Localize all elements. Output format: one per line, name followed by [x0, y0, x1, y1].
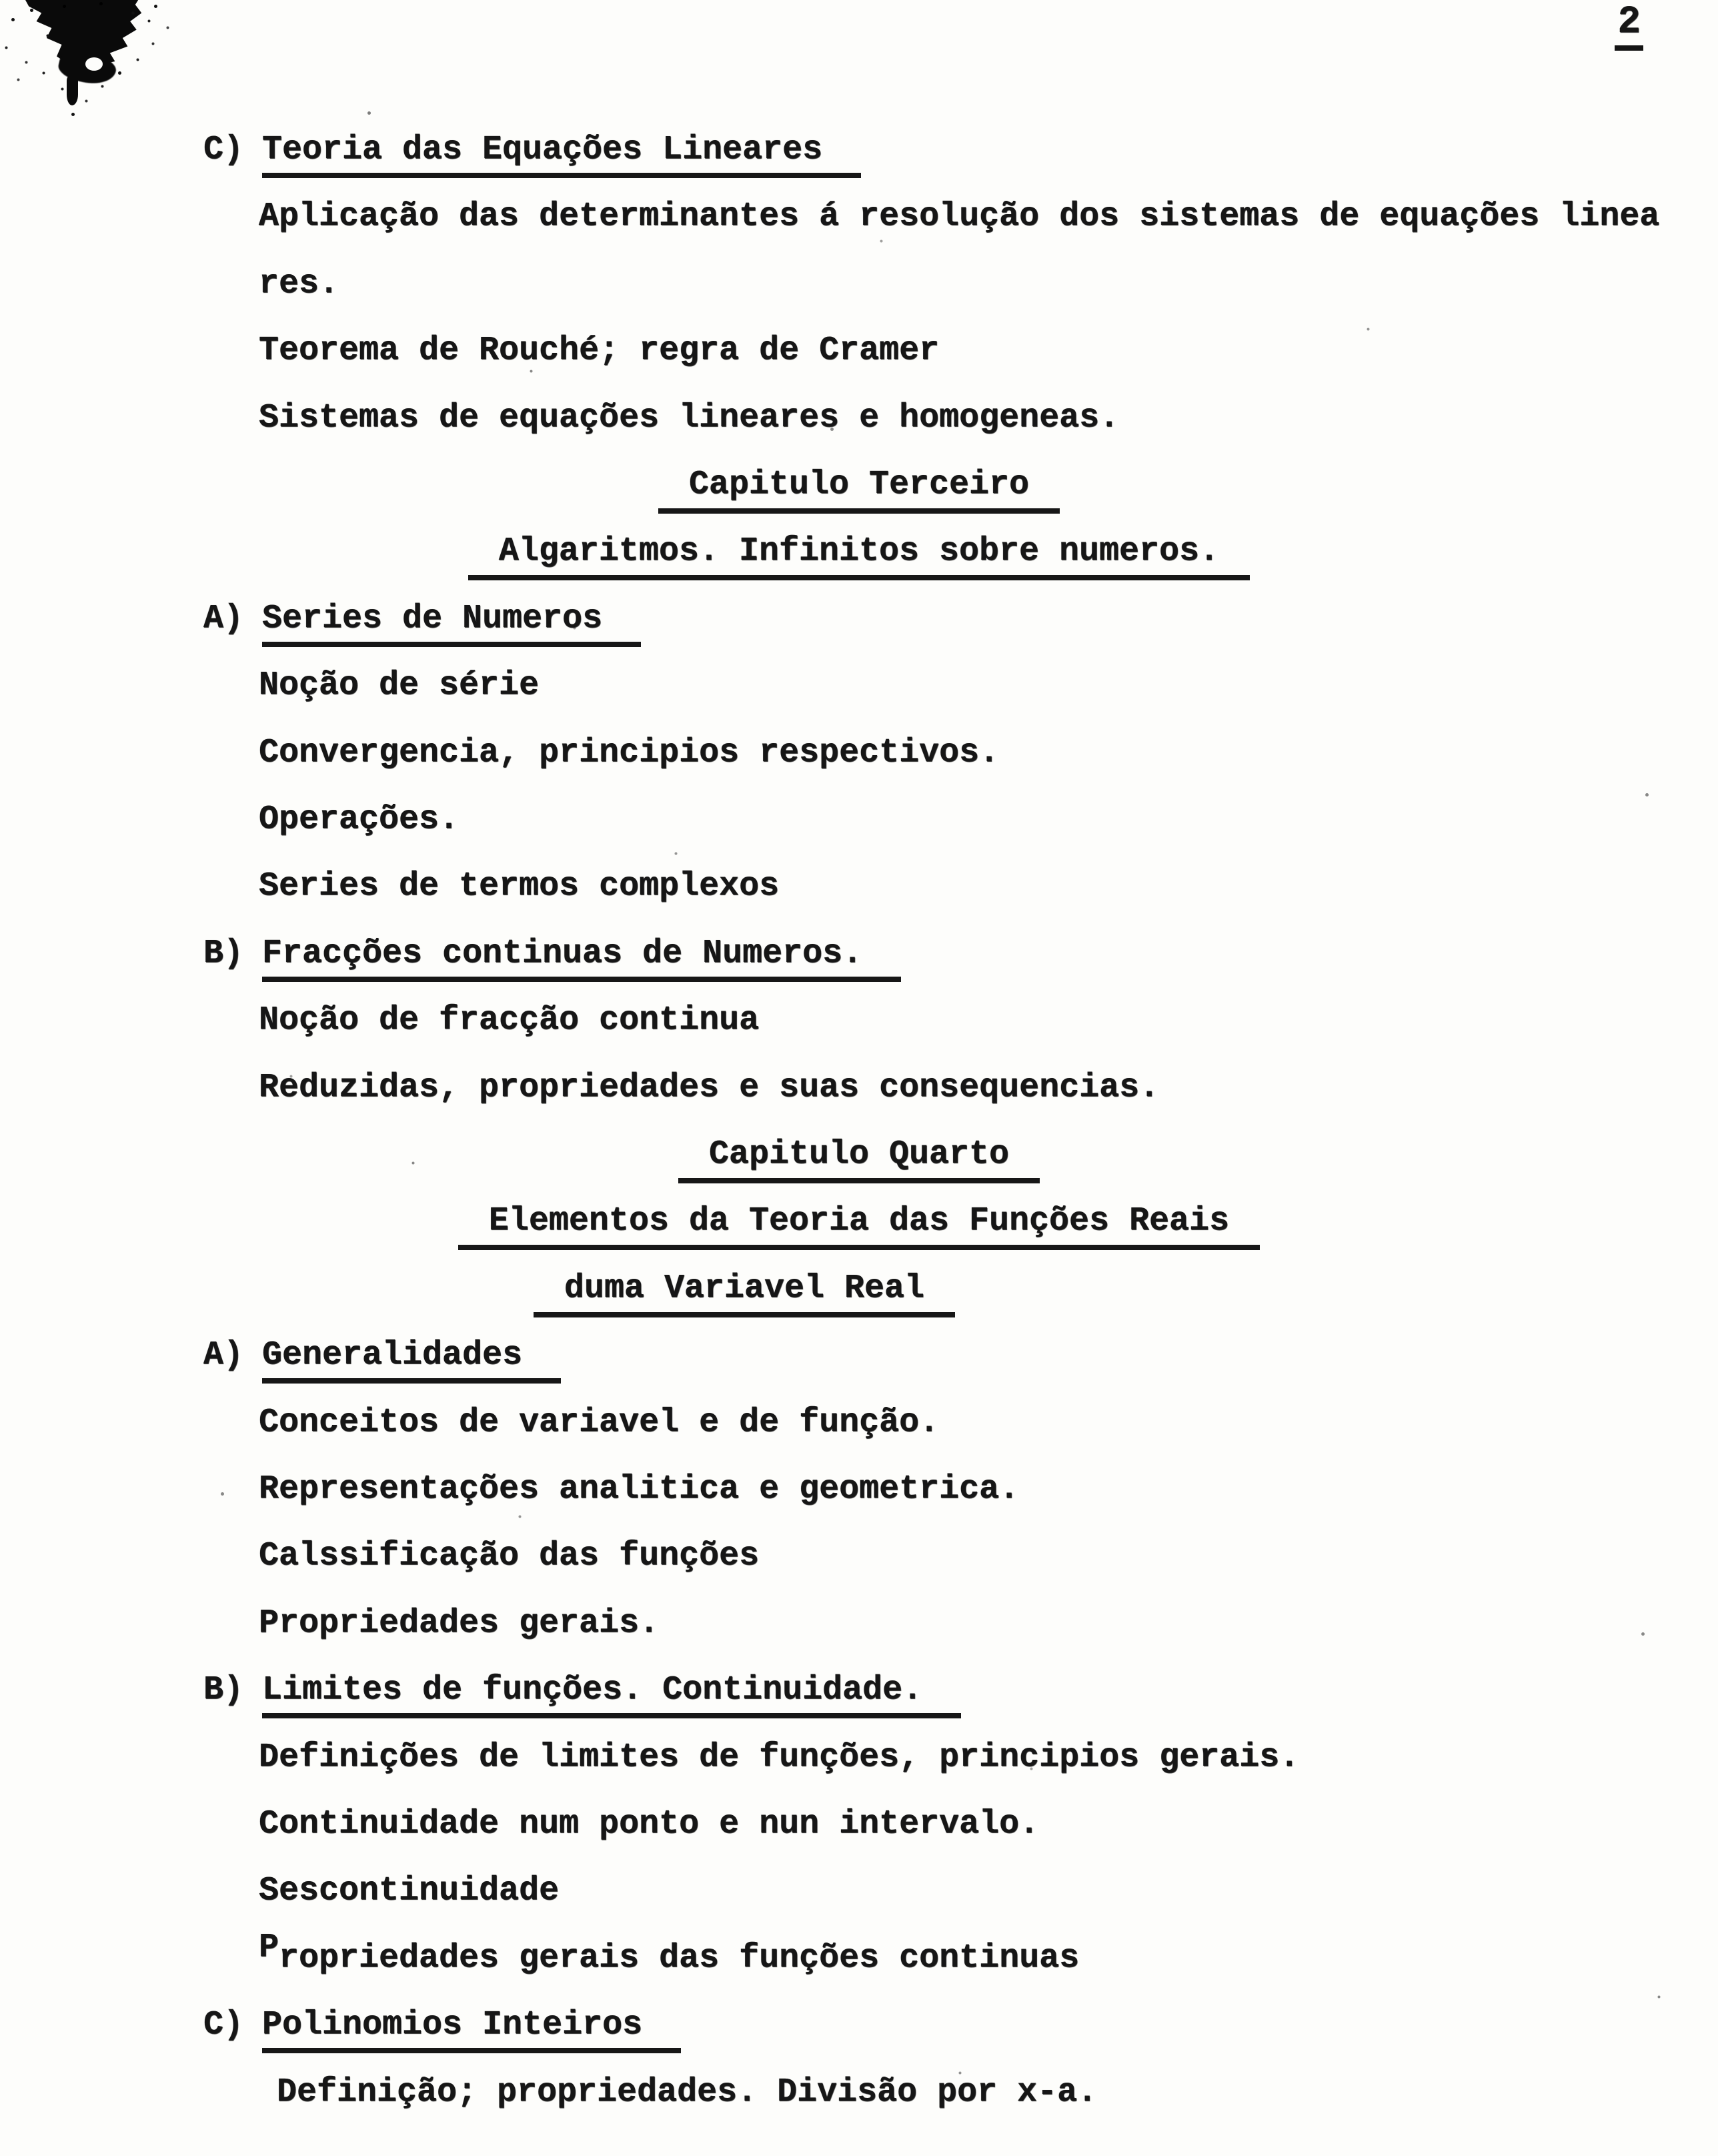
body-text-line: [0, 867, 1718, 906]
chapter-title: Elementos da Teoria das Funções Reais: [458, 1202, 1260, 1250]
section-label: B): [203, 1671, 244, 1709]
chapter-heading-line: [0, 1269, 1718, 1317]
section-heading-line: [0, 131, 1718, 169]
line-text: Series de termos complexos: [259, 867, 780, 905]
body-text-line: [0, 1929, 1718, 1978]
line-text: Sescontinuidade: [259, 1872, 560, 1910]
line-text: ropriedades gerais das funções continuas: [279, 1939, 1080, 1977]
line-text: Conceitos de variavel e de função.: [259, 1404, 940, 1442]
body-text-line: [0, 1069, 1718, 1107]
section-label: C): [203, 131, 244, 169]
line-text: res.: [259, 265, 339, 303]
chapter-heading-line: [0, 532, 1718, 580]
body-text-line: [0, 734, 1718, 772]
line-text: Definição; propriedades. Divisão por x-a.: [277, 2073, 1098, 2111]
chapter-title: duma Variavel Real: [534, 1269, 955, 1317]
line-text: Reduzidas, propriedades e suas consequencias.: [259, 1069, 1160, 1107]
line-text: Teorema de Rouché; regra de Cramer: [259, 332, 940, 370]
section-label: A): [203, 600, 244, 638]
line-text: Calssificação das funções: [259, 1537, 760, 1575]
line-text: Noção de fracção continua: [259, 1001, 760, 1039]
body-text-line: [0, 1470, 1718, 1509]
section-label: C): [203, 2006, 244, 2044]
section-heading-line: [0, 1336, 1718, 1375]
section-heading-line: [0, 2006, 1718, 2045]
body-text-line: [0, 265, 1718, 304]
line-text: Convergencia, principios respectivos.: [259, 734, 1000, 772]
section-label: B): [203, 935, 244, 973]
section-title: Teoria das Equações Lineares: [262, 131, 861, 178]
body-text-line: [0, 1738, 1718, 1777]
section-title: Limites de funções. Continuidade.: [262, 1671, 961, 1718]
chapter-title: Capitulo Quarto: [678, 1135, 1040, 1183]
chapter-heading-line: [0, 1202, 1718, 1250]
section-title: Series de Numeros: [262, 600, 641, 647]
body-text-line: [0, 2073, 1718, 2112]
section-heading-line: [0, 935, 1718, 973]
body-text-line: [0, 1805, 1718, 1844]
chapter-heading-line: [0, 466, 1718, 514]
page-number-value: 2: [1615, 1, 1643, 51]
chapter-heading-line: [0, 1135, 1718, 1183]
section-heading-line: [0, 600, 1718, 638]
line-text: Continuidade num ponto e nun intervalo.: [259, 1805, 1040, 1843]
scan-specks: [0, 0, 2, 2]
body-text-line: [0, 197, 1718, 236]
line-text: Noção de série: [259, 666, 540, 704]
body-text-line: [0, 1604, 1718, 1643]
body-text-line: [0, 1537, 1718, 1576]
body-text-line: [0, 800, 1718, 839]
body-text-line: [0, 1404, 1718, 1442]
section-label: A): [203, 1336, 244, 1374]
line-text: Operações.: [259, 800, 460, 839]
body-text-line: [0, 332, 1718, 370]
body-text-line: [0, 1872, 1718, 1911]
raised-character: P: [259, 1929, 279, 1967]
line-text: Aplicação das determinantes á resolução dos sistemas de equações linea: [259, 197, 1660, 235]
line-text: Sistemas de equações lineares e homogeneas.: [259, 399, 1120, 437]
chapter-title: Algaritmos. Infinitos sobre numeros.: [468, 532, 1250, 580]
body-text-line: [0, 399, 1718, 438]
line-text: Propriedades gerais.: [259, 1604, 660, 1642]
section-heading-line: [0, 1671, 1718, 1710]
section-title: Polinomios Inteiros: [262, 2006, 681, 2053]
line-text: Definições de limites de funções, principios gerais.: [259, 1738, 1300, 1776]
line-text: Representações analitica e geometrica.: [259, 1470, 1020, 1508]
body-text-line: [0, 666, 1718, 705]
section-title: Fracções continuas de Numeros.: [262, 935, 901, 982]
section-title: Generalidades: [262, 1336, 561, 1384]
body-text-line: [0, 1001, 1718, 1040]
chapter-title: Capitulo Terceiro: [658, 466, 1060, 514]
